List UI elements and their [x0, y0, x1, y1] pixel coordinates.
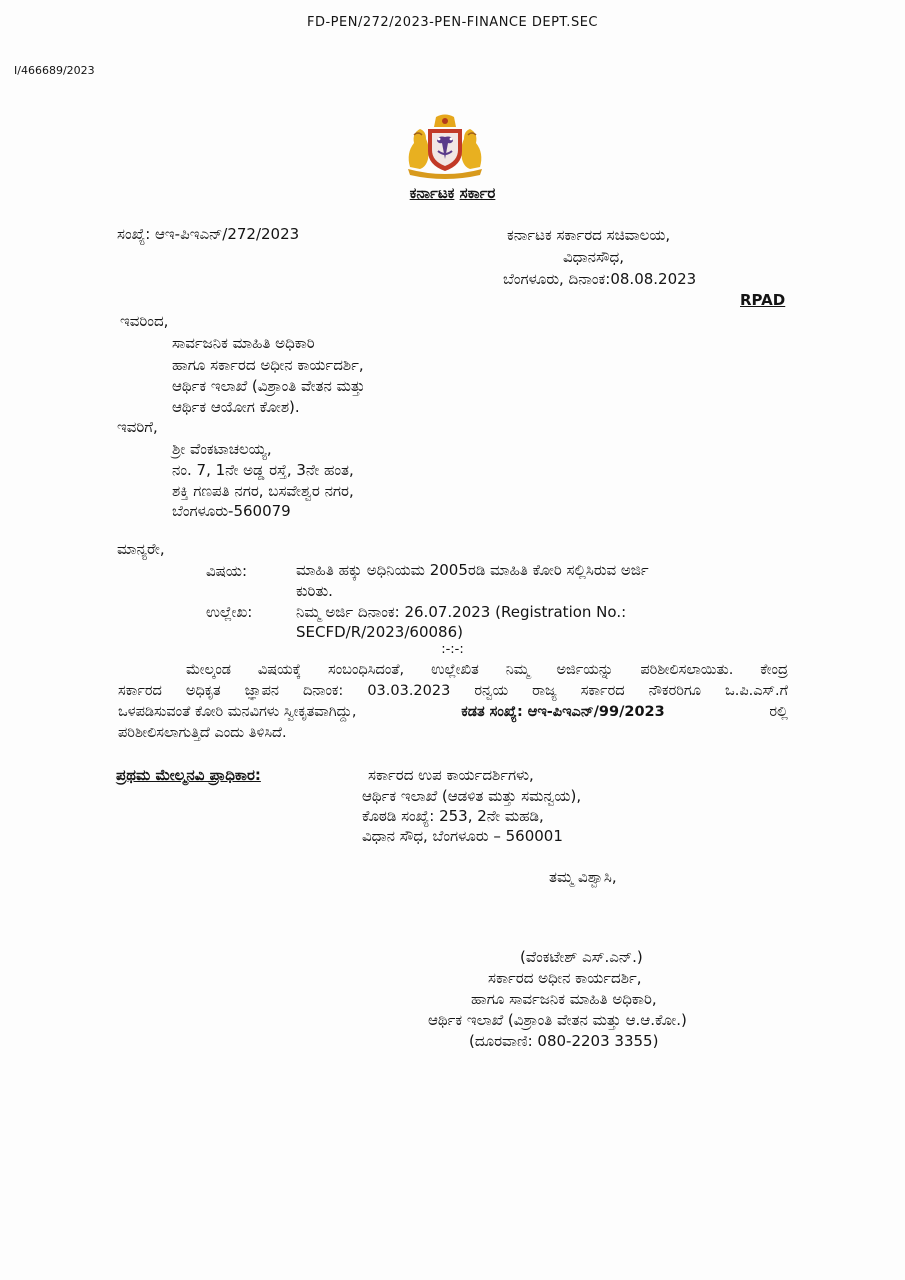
signatory-phone: (ದೂರವಾಣಿ: 080-2203 3355) — [469, 1032, 659, 1050]
to-line: ಶಕ್ತಿ ಗಣಪತಿ ನಗರ, ಬಸವೇಶ್ವರ ನಗರ, — [172, 482, 354, 500]
signatory-name: (ವೆಂಕಟೇಶ್ ಎಸ್.ಎನ್.) — [520, 948, 643, 966]
appellate-line: ಸರ್ಕಾರದ ಉಪ ಕಾರ್ಯದರ್ಶಿಗಳು, — [368, 766, 534, 784]
from-line: ಸಾರ್ವಜನಿಕ ಮಾಹಿತಿ ಅಧಿಕಾರಿ — [172, 334, 315, 352]
govt-title-karnataka: ಕರ್ನಾಟಕ — [409, 184, 455, 202]
rpad-label: RPAD — [740, 291, 786, 309]
subject-label: ವಿಷಯ: — [206, 562, 247, 580]
subject-line-2: ಕುರಿತು. — [296, 582, 333, 600]
appellate-line: ಆರ್ಥಿಕ ಇಲಾಖೆ (ಆಡಳಿತ ಮತ್ತು ಸಮನ್ವಯ), — [362, 787, 582, 805]
body-line-4: ಪರಿಶೀಲಿಸಲಾಗುತ್ತಿದೆ ಎಂದು ತಿಳಿಸಿದೆ. — [118, 725, 287, 741]
body-line-2: ಸರ್ಕಾರದ ಅಧಿಕೃತ ಜ್ಞಾಪನ ದಿನಾಂಕ: 03.03.2023 ರನ್ವಯ ರಾಜ್ಯ ಸರ್ಕಾರದ ನೌಕರರಿಗೂ ಒ.ಪಿ.ಎಸ್.ಗೆ — [118, 683, 788, 699]
sender-office-date: ಬೆಂಗಳೂರು, ದಿನಾಂಕ:08.08.2023 — [503, 270, 697, 288]
sender-office-line-1: ಕರ್ನಾಟಕ ಸರ್ಕಾರದ ಸಚಿವಾಲಯ, — [507, 226, 671, 244]
file-number-bold: ಕಡತ ಸಂಖ್ಯೆ: ಆಇ-ಪಿಇಎನ್/99/2023 — [461, 704, 665, 720]
subject-line-1: ಮಾಹಿತಿ ಹಕ್ಕು ಅಧಿನಿಯಮ 2005ರಡಿ ಮಾಹಿತಿ ಕೋರಿ ಸಲ್ಲಿಸಿರುವ ಅರ್ಜಿ — [296, 561, 649, 579]
file-reference-header: FD-PEN/272/2023-PEN-FINANCE DEPT.SEC — [307, 15, 598, 30]
from-label: ಇವರಿಂದ, — [120, 312, 169, 330]
salutation: ಮಾನ್ಯರೇ, — [117, 540, 165, 558]
government-title — [0, 184, 905, 202]
separator: :-:-: — [441, 642, 464, 657]
body-line-3 — [118, 704, 788, 720]
reference-line-2: SECFD/R/2023/60086) — [296, 623, 463, 641]
inward-number: I/466689/2023 — [14, 64, 95, 77]
signatory-designation: ಸರ್ಕಾರದ ಅಧೀನ ಕಾರ್ಯದರ್ಶಿ, — [488, 969, 642, 987]
appellate-authority-label: ಪ್ರಥಮ ಮೇಲ್ಮನವಿ ಪ್ರಾಧಿಕಾರ: — [116, 766, 261, 784]
from-line: ಆರ್ಥಿಕ ಇಲಾಖೆ (ವಿಶ್ರಾಂತಿ ವೇತನ ಮತ್ತು — [172, 377, 365, 395]
reference-line-1: ನಿಮ್ಮ ಅರ್ಜಿ ದಿನಾಂಕ: 26.07.2023 (Registration No.: — [296, 603, 627, 621]
to-line: ಬೆಂಗಳೂರು-560079 — [172, 502, 291, 520]
sender-office-line-2: ವಿಧಾನಸೌಧ, — [563, 248, 625, 266]
signatory-role: ಹಾಗೂ ಸಾರ್ವಜನಿಕ ಮಾಹಿತಿ ಅಧಿಕಾರಿ, — [471, 990, 657, 1008]
reference-label: ಉಲ್ಲೇಖ: — [206, 603, 253, 621]
from-line: ಆರ್ಥಿಕ ಆಯೋಗ ಕೋಶ). — [172, 398, 300, 416]
to-line: ಶ್ರೀ ವೆಂಕಟಾಚಲಯ್ಯ, — [172, 440, 272, 458]
body-line-3-text: ಒಳಪಡಿಸುವಂತೆ ಕೋರಿ ಮನವಿಗಳು ಸ್ವೀಕೃತವಾಗಿದ್ದು, — [118, 704, 357, 720]
reference-number: ಸಂಖ್ಯೆ: ಆಇ-ಪಿಇಎನ್/272/2023 — [117, 225, 300, 243]
signatory-department: ಆರ್ಥಿಕ ಇಲಾಖೆ (ವಿಶ್ರಾಂತಿ ವೇತನ ಮತ್ತು ಆ.ಆ.ಕೋ.) — [428, 1011, 687, 1029]
to-line: ನಂ. 7, 1ನೇ ಅಡ್ಡ ರಸ್ತೆ, 3ನೇ ಹಂತ, — [172, 461, 354, 479]
body-line-3-end: ರಲ್ಲಿ — [769, 704, 788, 720]
closing: ತಮ್ಮ ವಿಶ್ವಾಸಿ, — [549, 868, 617, 886]
govt-title-sarkara: ಸರ್ಕಾರ — [459, 184, 496, 202]
karnataka-state-emblem-icon — [404, 113, 486, 179]
appellate-line: ವಿಧಾನ ಸೌಧ, ಬೆಂಗಳೂರು – 560001 — [362, 827, 563, 845]
body-line-1: ಮೇಲ್ಕಂಡ ವಿಷಯಕ್ಕೆ ಸಂಬಂಧಿಸಿದಂತೆ, ಉಲ್ಲೇಖಿತ ನಿಮ್ಮ ಅರ್ಜಿಯನ್ನು ಪರಿಶೀಲಿಸಲಾಯಿತು. ಕೇಂದ್ರ — [186, 662, 788, 678]
from-line: ಹಾಗೂ ಸರ್ಕಾರದ ಅಧೀನ ಕಾರ್ಯದರ್ಶಿ, — [172, 356, 364, 374]
appellate-line: ಕೊಠಡಿ ಸಂಖ್ಯೆ: 253, 2ನೇ ಮಹಡಿ, — [362, 807, 544, 825]
to-label: ಇವರಿಗೆ, — [117, 418, 158, 436]
